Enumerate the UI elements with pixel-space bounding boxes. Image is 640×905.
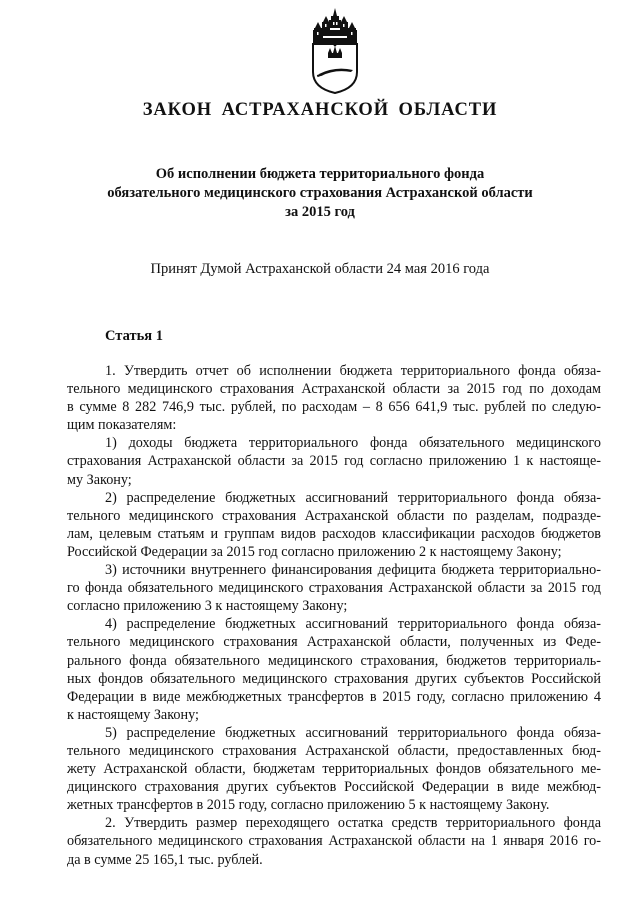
text-line: рального фонда обязательного медицинского страхования, бюджетов территориаль-: [67, 652, 601, 669]
subtitle-line: Об исполнении бюджета территориального фонда: [155, 166, 485, 182]
text-line: тельного медицинского страхования Астраханской области, полученных из Феде-: [67, 634, 601, 651]
item-4: [67, 615, 601, 724]
text-line: жету Астраханской области, бюджетам территориальных фондов обязательного ме-: [67, 761, 601, 778]
coat-of-arms-icon: [309, 8, 361, 94]
item-1: [67, 434, 601, 488]
text-line: да в сумме 25 165,1 тыс. рублей.: [67, 851, 263, 868]
paragraph-1: [67, 362, 601, 434]
text-line: 3) источники внутреннего финансирования дефицита бюджета территориально-: [105, 562, 601, 579]
subtitle-line: за 2015 год: [285, 204, 355, 220]
text-line: Российской Федерации за 2015 год согласно приложению 2 к настоящему Закону;: [67, 543, 562, 560]
text-line: Федерации в виде межбюджетных трансфертов в 2015 году, согласно приложению 4: [67, 688, 601, 705]
text-line: 2) распределение бюджетных ассигнований территориального фонда обяза-: [105, 489, 601, 506]
paragraph-2: [67, 814, 601, 868]
text-line: му Закону;: [67, 471, 132, 488]
text-line: согласно приложению 3 к настоящему Закону;: [67, 598, 348, 615]
coat-of-arms-drawing: [309, 8, 361, 94]
law-title: ЗАКОН АСТРАХАНСКОЙ ОБЛАСТИ: [142, 100, 498, 120]
text-line: тельного медицинского страхования Астраханской области по разделам, подразде-: [67, 507, 601, 524]
text-line: го фонда обязательного медицинского страхования Астраханской области за 2015 год: [67, 580, 601, 597]
article-body: [67, 362, 601, 869]
text-line: жетных трансфертов в 2015 году, согласно приложению 5 к настоящему Закону.: [67, 797, 550, 814]
article-heading: Статья 1: [105, 328, 163, 344]
text-line: 4) распределение бюджетных ассигнований территориального фонда обяза-: [105, 616, 601, 633]
subtitle-line: обязательного медицинского страхования Астраханской области: [107, 185, 533, 201]
text-line: обязательного медицинского страхования Астраханской области на 1 января 2016 го-: [67, 833, 601, 850]
text-line: 2. Утвердить размер переходящего остатка средств территориального фонда: [105, 815, 601, 832]
text-line: к настоящему Закону;: [67, 706, 199, 723]
text-line: тельного медицинского страхования Астраханской области, предоставленных бюд-: [67, 742, 601, 759]
item-2: [67, 489, 601, 561]
adoption-note: Принят Думой Астраханской области 24 мая 2016 года: [150, 261, 490, 277]
text-line: дицинского страхования других субъектов Российской Федерации в виде межбюд-: [67, 779, 601, 796]
text-line: в сумме 8 282 746,9 тыс. рублей, по расходам – 8 656 641,9 тыс. рублей по следую-: [67, 399, 601, 416]
text-line: 1) доходы бюджета территориального фонда обязательного медицинского: [105, 435, 601, 452]
item-5: [67, 724, 601, 814]
law-subtitle: [60, 165, 580, 222]
text-line: 1. Утвердить отчет об исполнении бюджета территориального фонда обяза-: [105, 363, 601, 379]
text-line: тельного медицинского страхования Астраханской области за 2015 год по доходам: [67, 381, 601, 398]
text-line: лам, целевым статьям и группам видов расходов классификации расходов бюджетов: [67, 525, 601, 542]
item-3: [67, 561, 601, 615]
text-line: страхования Астраханской области за 2015 год согласно приложению 1 к настояще-: [67, 453, 601, 470]
text-line: ных фондов обязательного медицинского страхования других субъектов Российской: [67, 670, 601, 687]
text-line: 5) распределение бюджетных ассигнований территориального фонда обяза-: [105, 724, 601, 741]
text-line: щим показателям:: [67, 417, 177, 434]
